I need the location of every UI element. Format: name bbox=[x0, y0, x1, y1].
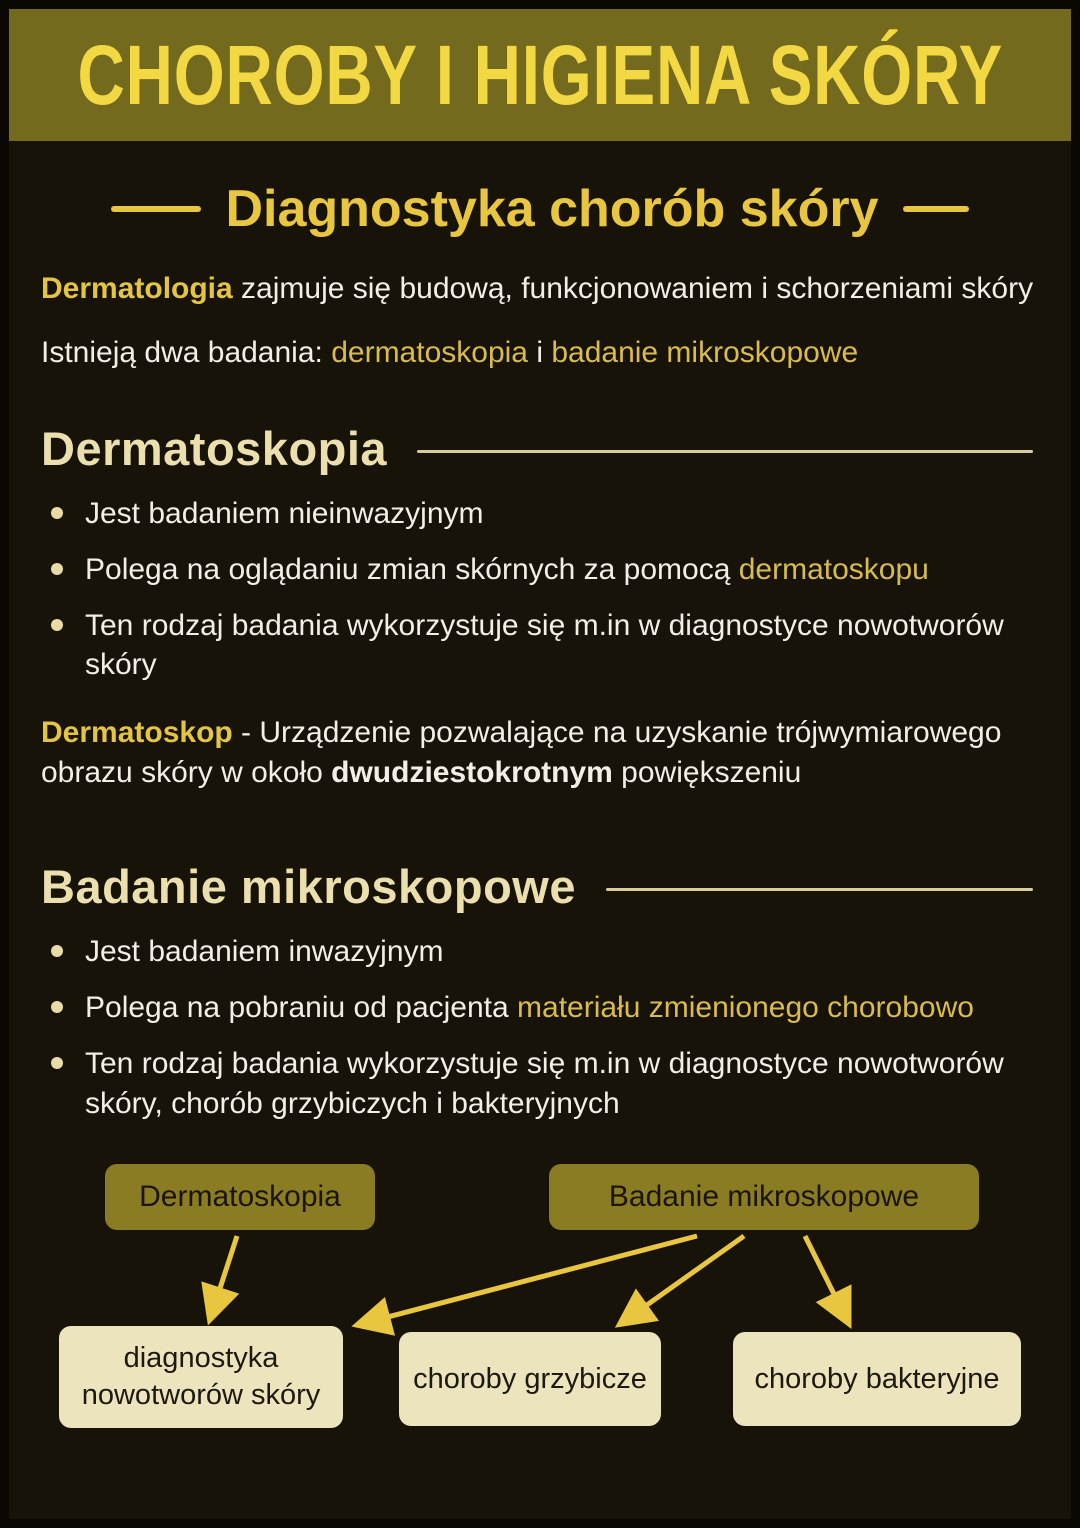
list-item bbox=[49, 494, 1039, 534]
title-dash-right bbox=[903, 206, 969, 212]
list-item bbox=[49, 988, 1039, 1028]
page-title: CHOROBY I HIGIENA SKÓRY bbox=[77, 27, 1003, 122]
diagram-node-dermatoskopia: Dermatoskopia bbox=[105, 1164, 375, 1230]
list-item bbox=[49, 1044, 1039, 1124]
dermatoskopia-bullet-list bbox=[41, 494, 1039, 686]
definition-text: - Urządzenie pozwalające na uzyskanie trójwymiarowego obrazu skóry w około bbox=[41, 716, 1002, 790]
arrow-dermatoskopia-to-nowotwory bbox=[211, 1236, 237, 1316]
list-item bbox=[49, 932, 1039, 972]
term-material-zmieniony: materiału zmienionego chorobowo bbox=[517, 991, 974, 1025]
bullet-dot bbox=[51, 1057, 63, 1069]
bullet-text: Ten rodzaj badania wykorzystuje się m.in w diagnostyce nowotworów skóry bbox=[85, 608, 1004, 682]
diagram-node-badanie-mikroskopowe: Badanie mikroskopowe bbox=[549, 1164, 979, 1230]
bullet-text bbox=[85, 550, 929, 590]
bullet-text-part: Polega na pobraniu od pacjenta bbox=[85, 991, 518, 1025]
flowchart-diagram bbox=[9, 1164, 1071, 1464]
paragraph-two-badania bbox=[41, 333, 1039, 373]
page-banner bbox=[9, 9, 1071, 141]
bullet-text bbox=[85, 988, 974, 1028]
bullet-text: Jest badaniem inwazyjnym bbox=[85, 935, 444, 969]
bullet-dot bbox=[51, 945, 63, 957]
badania-intro-text: Istnieją dwa badania: bbox=[41, 335, 332, 369]
heading-row-dermatoskopia bbox=[41, 421, 1039, 476]
badanie-bullet-list bbox=[41, 932, 1039, 1124]
heading-badanie-mikroskopowe: Badanie mikroskopowe bbox=[41, 860, 576, 914]
term-dermatologia: Dermatologia bbox=[41, 272, 233, 305]
diagram-node-choroby-grzybicze: choroby grzybicze bbox=[399, 1332, 661, 1426]
list-item bbox=[49, 606, 1039, 686]
term-dermatoskopia: dermatoskopia bbox=[331, 335, 528, 369]
bullet-text: Ten rodzaj badania wykorzystuje się m.in w diagnostyce nowotworów skóry, chorób grzybiczych i bakteryjnych bbox=[85, 1046, 1004, 1120]
list-item bbox=[49, 550, 1039, 590]
content-area bbox=[9, 269, 1071, 1124]
bullet-dot bbox=[51, 619, 63, 631]
bullet-dot bbox=[51, 507, 63, 519]
definition-tail: powiększeniu bbox=[612, 756, 802, 790]
paragraph-dermatologia-text: zajmuje się budową, funkcjonowaniem i schorzeniami skóry bbox=[232, 272, 1034, 305]
bullet-dot bbox=[51, 1001, 63, 1013]
heading-dermatoskopia: Dermatoskopia bbox=[41, 421, 388, 475]
heading-row-badanie bbox=[41, 859, 1039, 914]
heading-rule-badanie bbox=[606, 888, 1033, 891]
bullet-text-part: Polega na oglądaniu zmian skórnych za pomocą bbox=[85, 552, 739, 586]
arrow-badanie-to-nowotwory bbox=[361, 1236, 697, 1324]
term-dermatoskop: Dermatoskop bbox=[41, 716, 233, 750]
bullet-text: Jest badaniem nieinwazyjnym bbox=[85, 496, 484, 530]
paragraph-dermatologia bbox=[41, 269, 1039, 309]
bullet-dot bbox=[51, 563, 63, 575]
term-dwudziestokrotnym: dwudziestokrotnym bbox=[331, 756, 613, 790]
diagram-node-diagnostyka-nowotworow: diagnostyka nowotworów skóry bbox=[59, 1326, 343, 1428]
term-dermatoskopu: dermatoskopu bbox=[738, 552, 929, 586]
title-dash-left bbox=[111, 206, 201, 212]
section-title-row bbox=[9, 179, 1071, 239]
paragraph-dermatoskop-definition bbox=[41, 713, 1039, 793]
arrow-badanie-to-bakteryjne bbox=[805, 1236, 847, 1320]
section-title: Diagnostyka chorób skóry bbox=[225, 180, 879, 238]
heading-rule-dermatoskopia bbox=[417, 450, 1033, 453]
term-badanie-mikroskopowe: badanie mikroskopowe bbox=[551, 335, 859, 369]
diagram-node-choroby-bakteryjne: choroby bakteryjne bbox=[733, 1332, 1021, 1426]
badania-conjunction: i bbox=[527, 335, 552, 369]
